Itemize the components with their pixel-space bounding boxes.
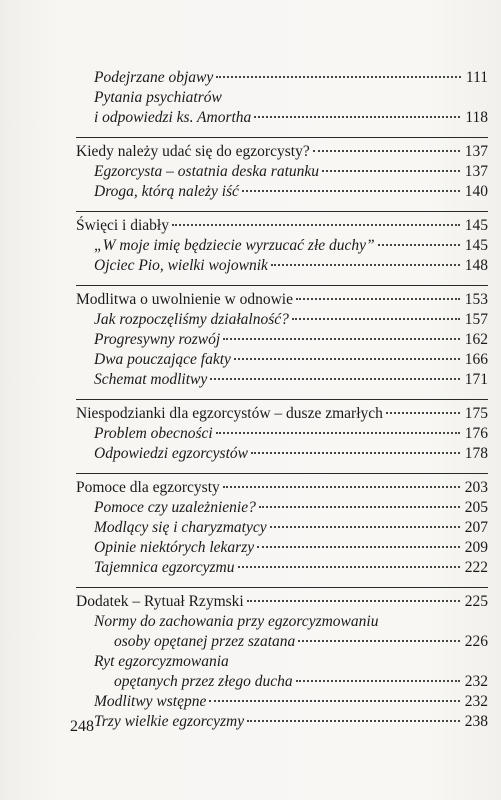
dot-leader <box>223 338 460 340</box>
toc-entry-title: Niespodzianki dla egzorcystów – dusze zmarłych <box>76 405 383 422</box>
toc-subentry <box>76 108 488 128</box>
dot-leader <box>247 720 460 722</box>
toc-chapter <box>76 404 488 424</box>
toc-subentry <box>76 330 488 350</box>
toc-entry-title: Odpowiedzi egzorcystów <box>94 445 248 462</box>
toc-subentry <box>76 370 488 390</box>
toc-entry-title: Kiedy należy udać się do egzorcysty? <box>76 143 310 160</box>
toc-page-number: 166 <box>464 351 488 368</box>
toc-chapter <box>76 216 488 236</box>
dot-leader <box>271 264 460 266</box>
toc-subentry <box>76 612 488 632</box>
dot-leader <box>296 298 460 300</box>
toc-subentry <box>76 558 488 578</box>
toc-page-number: 157 <box>464 311 488 328</box>
toc-page-number: 226 <box>464 633 488 650</box>
dot-leader <box>209 700 459 702</box>
toc-page-number: 137 <box>464 143 488 160</box>
toc-page-number: 209 <box>464 539 488 556</box>
toc-entry-title: „W moje imię będziecie wyrzucać złe duchy” <box>94 237 375 254</box>
toc-page-number: 205 <box>464 499 488 516</box>
dot-leader <box>251 452 460 454</box>
toc-subentry <box>76 444 488 464</box>
table-of-contents <box>76 68 488 732</box>
toc-page-number: 137 <box>464 163 488 180</box>
toc-page-number: 145 <box>464 217 488 234</box>
dot-leader <box>216 432 460 434</box>
dot-leader <box>296 680 460 682</box>
toc-entry-title: Trzy wielkie egzorcyzmy <box>94 713 245 730</box>
toc-entry-title: Święci i diabły <box>76 217 169 234</box>
toc-entry-title: Pomoce czy uzależnienie? <box>94 499 256 516</box>
toc-page-number: 148 <box>464 257 488 274</box>
toc-entry-title: Podejrzane objawy <box>94 69 214 86</box>
dot-leader <box>242 190 460 192</box>
toc-entry-title: Ojciec Pio, wielki wojownik <box>94 257 268 274</box>
toc-entry-title: Normy do zachowania przy egzorcyzmowaniu <box>94 613 379 630</box>
toc-page-number: 162 <box>464 331 488 348</box>
toc-page-number: 176 <box>464 425 488 442</box>
dot-leader <box>386 412 460 414</box>
toc-subentry <box>76 68 488 88</box>
toc-subentry <box>76 538 488 558</box>
toc-subentry <box>76 424 488 444</box>
toc-page-number: 232 <box>464 693 488 710</box>
toc-entry-title: osoby opętanej przez szatana <box>114 633 296 650</box>
toc-subentry <box>76 256 488 276</box>
dot-leader <box>259 506 460 508</box>
toc-entry-title: Jak rozpoczęliśmy działalność? <box>94 311 289 328</box>
toc-entry-title: Modlący się i charyzmatycy <box>94 519 267 536</box>
dot-leader <box>378 244 460 246</box>
toc-page-number: 175 <box>464 405 488 422</box>
toc-page-number: 225 <box>464 593 488 610</box>
toc-entry-title: Pytania psychiatrów <box>94 89 222 106</box>
dot-leader <box>247 600 460 602</box>
toc-page-number: 238 <box>464 713 488 730</box>
toc-page-number: 118 <box>465 109 488 126</box>
dot-leader <box>313 150 460 152</box>
toc-subentry <box>76 652 488 672</box>
toc-page-number: 203 <box>464 479 488 496</box>
dot-leader <box>292 318 460 320</box>
toc-subentry <box>76 310 488 330</box>
toc-subentry <box>76 182 488 202</box>
toc-page-number: 171 <box>464 371 488 388</box>
toc-section <box>76 211 488 276</box>
toc-entry-title: Droga, którą należy iść <box>94 183 239 200</box>
toc-subentry <box>76 236 488 256</box>
toc-section <box>76 68 488 128</box>
toc-page-number: 232 <box>464 673 488 690</box>
dot-leader <box>322 170 460 172</box>
toc-entry-title: Opinie niektórych lekarzy <box>94 539 255 556</box>
toc-subentry <box>76 518 488 538</box>
dot-leader <box>234 358 460 360</box>
dot-leader <box>223 486 460 488</box>
toc-entry-title: opętanych przez złego ducha <box>114 673 293 690</box>
toc-entry-title: Egzorcysta – ostatnia deska ratunku <box>94 163 320 180</box>
toc-entry-title: Tajemnica egzorcyzmu <box>94 559 235 576</box>
toc-entry-title: Ryt egzorcyzmowania <box>94 653 229 670</box>
toc-subentry <box>76 712 488 732</box>
toc-entry-title: Dodatek – Rytuał Rzymski <box>76 593 244 610</box>
toc-section <box>76 137 488 202</box>
toc-entry-title: Dwa pouczające fakty <box>94 351 231 368</box>
toc-section <box>76 473 488 578</box>
toc-page-number: 145 <box>464 237 488 254</box>
dot-leader <box>216 76 461 78</box>
dot-leader <box>238 566 460 568</box>
toc-section <box>76 587 488 732</box>
toc-entry-title: Modlitwy wstępne <box>94 693 207 710</box>
toc-entry-title: Schemat modlitwy <box>94 371 208 388</box>
page-number: 248 <box>70 718 94 735</box>
toc-chapter <box>76 592 488 612</box>
dot-leader <box>270 526 460 528</box>
toc-subentry <box>76 632 488 652</box>
toc-chapter <box>76 478 488 498</box>
toc-subentry <box>76 498 488 518</box>
dot-leader <box>172 224 460 226</box>
toc-entry-title: i odpowiedzi ks. Amortha <box>94 109 252 126</box>
toc-page-number: 111 <box>465 69 488 86</box>
toc-section <box>76 285 488 390</box>
toc-section <box>76 399 488 464</box>
toc-subentry <box>76 692 488 712</box>
toc-page-number: 222 <box>464 559 488 576</box>
toc-entry-title: Pomoce dla egzorcysty <box>76 479 220 496</box>
dot-leader <box>254 116 460 118</box>
toc-entry-title: Problem obecności <box>94 425 213 442</box>
toc-page-number: 207 <box>464 519 488 536</box>
toc-chapter <box>76 290 488 310</box>
dot-leader <box>210 378 460 380</box>
toc-entry-title: Progresywny rozwój <box>94 331 221 348</box>
dot-leader <box>257 546 460 548</box>
toc-subentry <box>76 162 488 182</box>
toc-chapter <box>76 142 488 162</box>
toc-page-number: 153 <box>464 291 488 308</box>
toc-page-number: 178 <box>464 445 488 462</box>
dot-leader <box>298 640 459 642</box>
toc-subentry <box>76 672 488 692</box>
toc-entry-title: Modlitwa o uwolnienie w odnowie <box>76 291 293 308</box>
toc-subentry <box>76 88 488 108</box>
toc-subentry <box>76 350 488 370</box>
toc-page-number: 140 <box>464 183 488 200</box>
